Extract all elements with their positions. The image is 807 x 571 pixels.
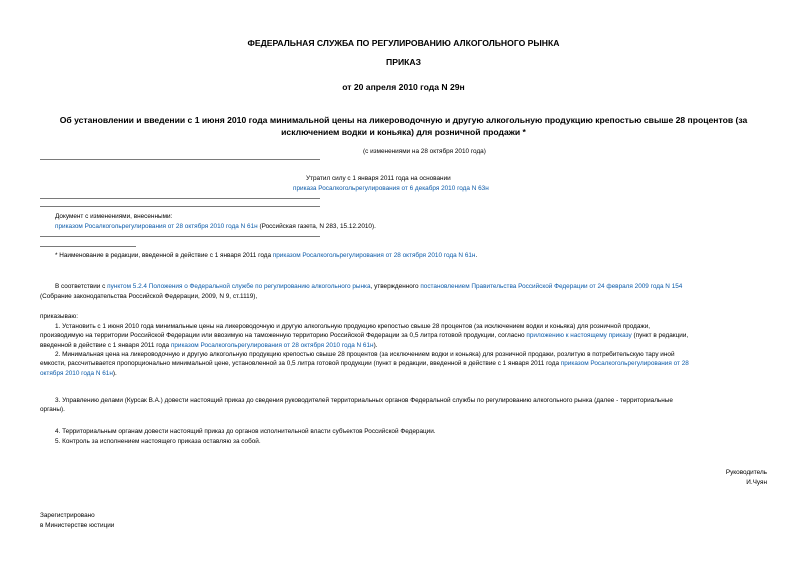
footnote-link[interactable]: приказом Росалкогольрегулирования от 28 октября 2010 года N 61н (272, 252, 476, 259)
divider (40, 198, 320, 199)
agency-heading: ФЕДЕРАЛЬНАЯ СЛУЖБА ПО РЕГУЛИРОВАНИЮ АЛКОГОЛЬНОГО РЫНКА (247, 38, 560, 48)
registration-line-1: Зарегистрировано (40, 512, 95, 519)
title-line-1: Об установлении и введении с 1 июня 2010 года минимальной цены на ликероводочную и другую алкогольную продукцию крепостью свыше 28 процентов (за (59, 115, 748, 125)
item-2-amend-link[interactable]: приказом Росалкогольрегулирования от 28 (560, 360, 689, 368)
footnote: * Наименование в редакции, введенной в действие с 1 января 2011 года приказом Росалкогольрегулирования от 28 октября 2010 года N 61н. (55, 252, 478, 259)
title-line-2: исключением водки и коньяка) для розничной продажи * (281, 127, 526, 137)
item-5: 5. Контроль за исполнением настоящего приказа оставляю за собой. (55, 438, 261, 445)
document-title (40, 114, 767, 138)
doc-type-heading: ПРИКАЗ (386, 57, 421, 67)
divider (40, 236, 320, 237)
preamble-line-2: (Собрание законодательства Российской Федерации, 2009, N 9, ст.1119), (40, 293, 258, 300)
footnote-text: * Наименование в редакции, введенной в действие с 1 января 2011 года (55, 252, 272, 259)
amendments-note: (с изменениями на 28 октября 2010 года) (363, 148, 486, 155)
signature-name: И.Чуян (746, 479, 767, 486)
item-1: 1. Установить с 1 июня 2010 года минимальные цены на ликероводочную и другую алкогольную продукцию крепостью свыше 28 процентов (за исключением водки и коньяка) для розничной продажи, производимую на территории Российской Федерации или ввозимую на таможенную территорию Российской Федерации за 0,5 литра готовой продукции, согласно приложению к настоящему приказу (пункт в редакции, введенной в действие с 1 января 2011 года приказом Росалкогольрегулирования от 28 октября 2010 года N 61н). (40, 323, 689, 349)
divider (40, 206, 320, 207)
changes-line (55, 222, 376, 232)
date-number-heading: от 20 апреля 2010 года N 29н (342, 82, 465, 92)
signature-role: Руководитель (725, 469, 767, 476)
expiry-link[interactable]: приказа Росалкогольрегулирования от 6 декабря 2010 года N 63н (293, 185, 489, 192)
registration-line-2: в Министерстве юстиции (40, 522, 115, 529)
item-3: 3. Управлению делами (Курсак В.А.) довести настоящий приказ до сведения руководителей территориальных органов Федеральной службы по регулированию алкогольного рынка (далее - территориальные органы). (40, 397, 673, 414)
item-4: 4. Территориальным органам довести настоящий приказ до органов исполнительной власти субъектов Российской Федерации. (55, 428, 436, 435)
appendix-link[interactable]: приложению к настоящему приказу (526, 332, 632, 340)
order-word: приказываю: (40, 313, 78, 320)
item-2-amend-link-cont[interactable]: октября 2010 года N 61н (40, 369, 113, 377)
preamble: В соответствии с пунктом 5.2.4 Положения о Федеральной службе по регулированию алкогольного рынка, утвержденного постановлением Правительства Российской Федерации от 24 февраля 2009 года N 154 (55, 283, 683, 290)
changes-tail: (Российская газета, N 283, 15.12.2010). (259, 223, 376, 230)
item-1-amend-link[interactable]: приказом Росалкогольрегулирования от 28 октября 2010 года N 61н (170, 341, 374, 349)
expiry-text: Утратил силу с 1 января 2011 года на основании (306, 175, 451, 182)
footnote-divider (40, 246, 136, 247)
item-2: 2. Минимальная цена на ликероводочную и другую алкогольную продукцию крепостью свыше 28 процентов (за исключением водки и коньяка) для розничной продажи, розлитую в потребительскую тару иной емкости, рассчитывается пропорционально минимальной цене, установленной за 0,5 литра готовой продукции (пункт в редакции, введенной в действие с 1 января 2011 года приказом Росалкогольрегулирования от 28 октября 2010 года N 61н). (40, 351, 689, 377)
preamble-link-regulation[interactable]: пунктом 5.2.4 Положения о Федеральной службе по регулированию алкогольного рынка (107, 283, 371, 290)
divider (40, 159, 320, 160)
changes-link[interactable]: приказом Росалкогольрегулирования от 28 октября 2010 года N 61н (55, 223, 258, 230)
changes-label: Документ с изменениями, внесенными: (55, 213, 173, 220)
preamble-link-resolution[interactable]: постановлением Правительства Российской Федерации от 24 февраля 2009 года N 154 (420, 283, 683, 290)
